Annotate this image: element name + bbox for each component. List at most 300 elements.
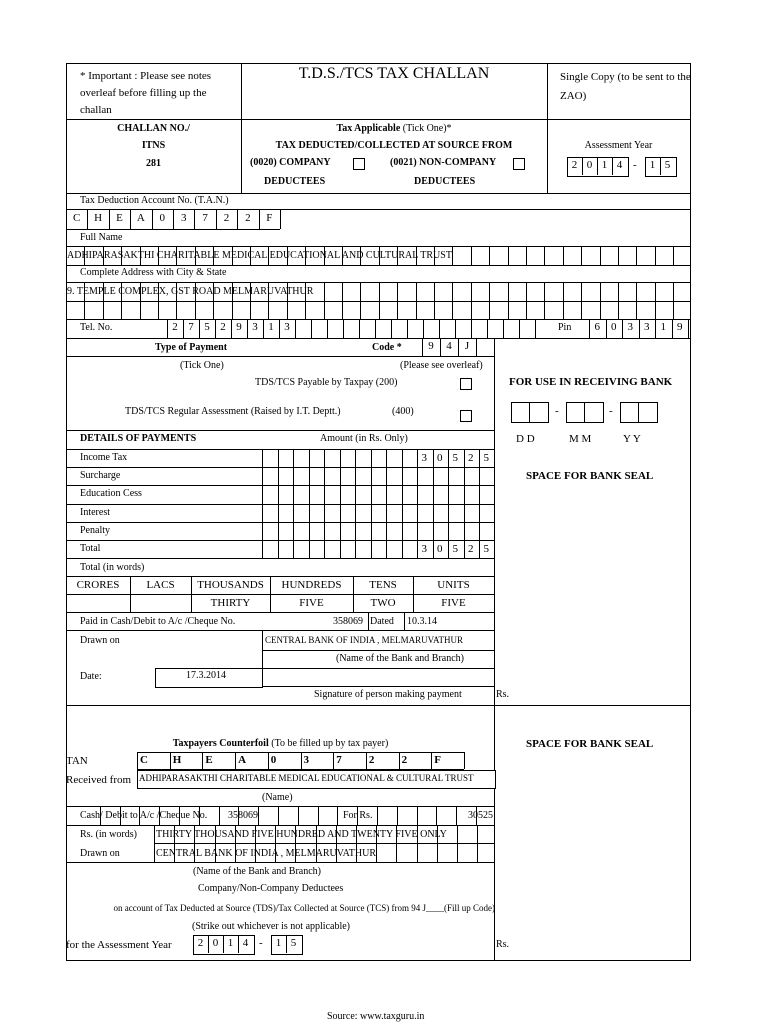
amount-label: Amount (in Rs. Only) <box>320 433 408 444</box>
grid-line <box>262 467 263 485</box>
grid-line <box>66 449 495 450</box>
grid-line <box>489 246 490 265</box>
payment-digit: 3 <box>421 543 427 555</box>
grid-line <box>324 504 325 522</box>
source-footer: Source: www.taxguru.in <box>327 1011 425 1022</box>
code-char-1: 4 <box>446 340 452 352</box>
grid-line <box>293 540 294 558</box>
grid-line <box>563 282 564 301</box>
counterfoil-title-bold: Taxpayers Counterfoil <box>172 738 269 749</box>
grid-line <box>618 282 619 301</box>
grid-line <box>340 522 341 540</box>
payment-digit: 2 <box>468 543 474 555</box>
ay-digit-2: 1 <box>601 159 608 171</box>
grid-line <box>213 301 214 319</box>
payment-digit: 5 <box>483 452 489 464</box>
words-header: UNITS <box>437 579 470 591</box>
grid-line <box>464 522 465 540</box>
cf-drawn-value: CENTRAL BANK OF INDIA , MELMARUVATHUR <box>156 848 377 859</box>
grid-line <box>448 467 449 485</box>
grid-line <box>471 319 472 338</box>
grid-line <box>452 282 453 301</box>
grid-line <box>402 485 403 503</box>
grid-line <box>262 540 263 558</box>
grid-line <box>636 282 637 301</box>
grid-line <box>391 319 392 338</box>
grid-line <box>386 467 387 485</box>
grid-line <box>318 806 319 825</box>
grid-line <box>371 467 372 485</box>
tan-char-8: 2 <box>245 212 251 224</box>
cf-ay-digit-3: 4 <box>242 937 249 949</box>
cf-amount: 30525 <box>468 810 493 821</box>
drawn-on-value: CENTRAL BANK OF INDIA , MELMARUVATHUR <box>265 635 464 645</box>
grid-line <box>278 540 279 558</box>
grid-line <box>464 467 465 485</box>
grid-line <box>434 301 435 319</box>
tel-digit-4: 9 <box>236 321 242 333</box>
grid-line <box>433 467 434 485</box>
grid-line <box>340 467 341 485</box>
grid-line <box>278 522 279 540</box>
grid-line <box>278 449 279 467</box>
grid-line <box>301 752 302 769</box>
grid-line <box>655 246 656 265</box>
pin-digit-0: 6 <box>594 321 600 333</box>
grid-line <box>179 806 180 825</box>
payment-row-label: Surcharge <box>80 470 121 482</box>
total-words-label: Total (in words) <box>80 562 145 573</box>
grid-line <box>219 806 220 825</box>
grid-line <box>399 752 400 769</box>
full-name-value: ADHIPARASAKTHI CHARITABLE MEDICAL EDUCATIONAL AND CULTURAL TRUST <box>67 250 452 261</box>
cf-ay2-digit-1: 5 <box>290 937 297 949</box>
grid-line <box>309 449 310 467</box>
grid-line <box>479 467 480 485</box>
grid-line <box>508 301 509 319</box>
tan-label: Tax Deduction Account No. (T.A.N.) <box>80 195 229 206</box>
grid-line <box>673 246 674 265</box>
receiving-bank-title: FOR USE IN RECEIVING BANK <box>509 376 673 388</box>
tan-char-0: C <box>73 212 81 224</box>
grid-line <box>386 504 387 522</box>
cf-cheque-number: 358069 <box>228 810 258 821</box>
full-name-label: Full Name <box>80 232 123 243</box>
non-company-option-label: (0021) NON-COMPANY <box>390 157 497 168</box>
grid-line <box>360 282 361 301</box>
received-from-value: ADHIPARASAKTHI CHARITABLE MEDICAL EDUCATIONAL & CULTURAL TRUST <box>139 773 474 783</box>
grid-line <box>262 449 263 467</box>
cf-ay-separator: - <box>259 937 263 949</box>
received-from-label: Received from <box>66 774 132 786</box>
tel-digit-2: 5 <box>204 321 210 333</box>
grid-line <box>452 246 453 265</box>
cheque-number: 358069 <box>333 616 363 627</box>
grid-line <box>342 282 343 301</box>
for-rs-label: For Rs. <box>343 810 373 821</box>
grid-line <box>479 504 480 522</box>
copy-note: Single Copy (to be sent to the ZAO) <box>560 71 691 102</box>
grid-line <box>436 806 437 825</box>
grid-line <box>402 522 403 540</box>
tan-char-9: F <box>266 212 273 224</box>
grid-line <box>600 246 601 265</box>
grid-line <box>355 485 356 503</box>
cf-words-value: THIRTY THOUSAND FIVE HUNDRED AND TWENTY FIVE ONLY <box>156 829 447 840</box>
grid-line <box>120 806 121 825</box>
grid-line <box>293 485 294 503</box>
grid-line <box>311 319 312 338</box>
grid-line <box>355 504 356 522</box>
grid-line <box>397 806 398 825</box>
grid-line <box>154 843 155 862</box>
grid-line <box>371 449 372 467</box>
payment-digit: 3 <box>421 452 427 464</box>
grid-line <box>487 319 488 338</box>
cf-tan-char: 2 <box>368 754 375 766</box>
company-checkbox[interactable] <box>353 158 365 170</box>
grid-line <box>324 282 325 301</box>
bank-seal-label: SPACE FOR BANK SEAL <box>526 470 654 482</box>
grid-line <box>544 282 545 301</box>
tax-applicable-rest: (Tick One)* <box>400 123 452 134</box>
grid-line <box>366 752 367 769</box>
grid-line <box>379 282 380 301</box>
counterfoil-title-rest: (To be filled up by tax payer) <box>268 738 389 749</box>
grid-line <box>342 301 343 319</box>
bank-branch-label: (Name of the Bank and Branch) <box>336 653 465 664</box>
grid-line <box>324 301 325 319</box>
ay2-digit-0: 1 <box>649 159 656 171</box>
grid-line <box>489 301 490 319</box>
grid-line <box>66 540 495 541</box>
company-option-label: (0020) COMPANY <box>250 157 331 168</box>
grid-line <box>238 806 239 825</box>
tan-char-1: H <box>94 212 103 224</box>
words-value: FIVE <box>441 597 466 609</box>
tax-applicable-bold: Tax Applicable <box>336 123 401 134</box>
grid-line <box>293 467 294 485</box>
payment-digit: 5 <box>452 452 458 464</box>
payment-row-label: Interest <box>80 506 110 518</box>
pin-digit-5: 9 <box>677 321 683 333</box>
grid-line <box>324 449 325 467</box>
challan-number: 281 <box>146 158 161 169</box>
grid-line <box>479 485 480 503</box>
cf-ay-digit-2: 1 <box>227 937 234 949</box>
grid-line <box>195 301 196 319</box>
cf-rs-label: Rs. <box>496 939 510 950</box>
grid-line <box>258 806 259 825</box>
grid-line <box>544 301 545 319</box>
cf-ay-digit-1: 0 <box>212 937 219 949</box>
grid-line <box>477 825 478 843</box>
grid-line <box>434 282 435 301</box>
grid-line <box>84 301 85 319</box>
tax-deducted-line: TAX DEDUCTED/COLLECTED AT SOURCE FROM <box>275 140 513 151</box>
grid-line <box>417 467 418 485</box>
grid-line <box>298 806 299 825</box>
grid-line <box>355 540 356 558</box>
grid-line <box>343 319 344 338</box>
grid-line <box>324 540 325 558</box>
grid-line <box>140 301 141 319</box>
grid-line <box>526 301 527 319</box>
tel-digit-7: 3 <box>284 321 290 333</box>
payable-checkbox[interactable] <box>460 378 472 390</box>
grid-line <box>471 246 472 265</box>
tel-digit-0: 2 <box>172 321 178 333</box>
see-overleaf-label: (Please see overleaf) <box>400 360 483 371</box>
regular-assessment-code: (400) <box>392 406 414 417</box>
tan-char-4: 0 <box>159 212 166 224</box>
company-deductees-label: DEDUCTEES <box>264 176 326 187</box>
grid-line <box>154 825 155 843</box>
grid-line <box>100 806 101 825</box>
pin-digit-3: 3 <box>644 321 650 333</box>
grid-line <box>287 301 288 319</box>
grid-line <box>340 504 341 522</box>
grid-line <box>416 282 417 301</box>
cf-tan-char: A <box>238 754 247 766</box>
grid-line <box>333 752 334 769</box>
words-value: TWO <box>370 597 396 609</box>
cf-deductees: Company/Non-Company Deductees <box>198 883 344 894</box>
grid-line <box>324 485 325 503</box>
payment-type-label: Type of Payment <box>155 342 228 353</box>
grid-line <box>170 752 171 769</box>
grid-line <box>397 301 398 319</box>
grid-line <box>66 504 495 505</box>
tel-label: Tel. No. <box>80 322 113 333</box>
grid-line <box>402 504 403 522</box>
grid-line <box>503 319 504 338</box>
important-note: * Important : Please see notes overleaf before filling up the challan <box>80 70 212 116</box>
regular-assessment-label: TDS/TCS Regular Assessment (Raised by I.T. Deptt.) <box>125 406 341 417</box>
grid-line <box>262 504 263 522</box>
grid-line <box>371 504 372 522</box>
receipt-year-box[interactable] <box>620 402 658 423</box>
grid-line <box>655 282 656 301</box>
assessment-year-label: Assessment Year <box>584 140 653 151</box>
grid-line <box>340 540 341 558</box>
grid-line <box>66 522 495 523</box>
words-header: LACS <box>146 579 175 591</box>
grid-line <box>402 540 403 558</box>
grid-line <box>581 301 582 319</box>
grid-line <box>526 282 527 301</box>
challan-title: T.D.S./TCS TAX CHALLAN <box>298 65 490 82</box>
ay-digit-0: 2 <box>571 159 578 171</box>
grid-line <box>433 504 434 522</box>
grid-line <box>309 504 310 522</box>
grid-line <box>477 843 478 862</box>
grid-line <box>618 246 619 265</box>
grid-line <box>563 301 564 319</box>
grid-line <box>340 485 341 503</box>
grid-line <box>600 282 601 301</box>
grid-line <box>278 467 279 485</box>
grid-line <box>636 246 637 265</box>
grid-line <box>476 338 477 356</box>
grid-line <box>386 449 387 467</box>
receipt-month-box[interactable] <box>566 402 604 423</box>
grid-line <box>464 752 465 769</box>
date-separator-2: - <box>609 405 613 417</box>
grid-line <box>199 806 200 825</box>
grid-line <box>103 301 104 319</box>
words-value: FIVE <box>299 597 324 609</box>
counterfoil-tan-label: TAN <box>66 755 88 767</box>
grid-line <box>535 319 536 338</box>
grid-line <box>402 449 403 467</box>
grid-line <box>479 522 480 540</box>
tel-digit-5: 3 <box>252 321 258 333</box>
grid-line <box>158 301 159 319</box>
grid-line <box>309 522 310 540</box>
grid-line <box>673 282 674 301</box>
cf-ay-digit-0: 2 <box>197 937 204 949</box>
grid-line <box>508 246 509 265</box>
grid-line <box>355 449 356 467</box>
grid-line <box>376 843 377 862</box>
grid-line <box>600 301 601 319</box>
address-label: Complete Address with City & State <box>80 267 227 278</box>
grid-line <box>457 843 458 862</box>
words-value: THIRTY <box>210 597 251 609</box>
grid-line <box>464 504 465 522</box>
grid-line <box>355 467 356 485</box>
date-value: 17.3.2014 <box>186 670 226 681</box>
grid-line <box>386 540 387 558</box>
grid-line <box>371 485 372 503</box>
rs-label: Rs. <box>496 689 510 700</box>
tax-applicable-label <box>241 124 547 134</box>
grid-line <box>636 301 637 319</box>
code-label: Code * <box>372 342 402 353</box>
cf-ay-label: for the Assessment Year <box>66 939 172 951</box>
non-company-checkbox[interactable] <box>513 158 525 170</box>
name-label: (Name) <box>262 792 293 803</box>
payment-row-label: Income Tax <box>80 452 128 463</box>
non-company-deductees-label: DEDUCTEES <box>414 176 476 187</box>
words-header: CRORES <box>76 579 120 591</box>
itns-label: ITNS <box>141 140 166 151</box>
grid-line <box>673 301 674 319</box>
grid-line <box>375 319 376 338</box>
grid-line <box>176 301 177 319</box>
grid-line <box>293 504 294 522</box>
grid-line <box>305 301 306 319</box>
words-header: HUNDREDS <box>281 579 342 591</box>
grid-line <box>437 843 438 862</box>
grid-line <box>417 806 418 825</box>
code-char-0: 9 <box>428 340 434 352</box>
grid-line <box>455 319 456 338</box>
grid-line <box>293 522 294 540</box>
grid-line <box>250 301 251 319</box>
grid-line <box>66 467 495 468</box>
cf-account-line: on account of Tax Deducted at Source (TDS)/Tax Collected at Source (TCS) from 94 J____(Fill up Code) <box>113 904 495 913</box>
regular-assessment-checkbox[interactable] <box>460 410 472 422</box>
cheque-label: Paid in Cash/Debit to A/c /Cheque No. <box>80 616 236 627</box>
cf-words-label: Rs. (in words) <box>80 829 137 840</box>
date-separator-1: - <box>555 405 559 417</box>
cf-tan-char: 7 <box>336 754 342 766</box>
grid-line <box>417 522 418 540</box>
drawn-on-label: Drawn on <box>80 635 120 646</box>
grid-line <box>371 522 372 540</box>
grid-line <box>268 301 269 319</box>
cf-tan-char: 3 <box>303 754 309 766</box>
grid-line <box>457 825 458 843</box>
date-label: Date: <box>80 671 102 682</box>
grid-line <box>360 301 361 319</box>
grid-line <box>452 301 453 319</box>
grid-line <box>66 558 495 559</box>
grid-line <box>295 319 296 338</box>
grid-line <box>262 522 263 540</box>
mm-label: M M <box>569 433 592 445</box>
grid-line <box>519 319 520 338</box>
ay-digit-3: 4 <box>616 159 623 171</box>
dd-label: D D <box>516 433 535 445</box>
grid-line <box>433 485 434 503</box>
pin-digit-2: 3 <box>627 321 633 333</box>
details-title: DETAILS OF PAYMENTS <box>80 433 197 444</box>
payment-row-label: Penalty <box>80 524 110 536</box>
grid-line <box>655 301 656 319</box>
payment-digit: 2 <box>468 452 474 464</box>
words-header: TENS <box>369 579 397 591</box>
grid-line <box>337 806 338 825</box>
cf-tan-char: 0 <box>270 754 277 766</box>
grid-line <box>456 806 457 825</box>
pin-label: Pin <box>558 322 572 333</box>
grid-line <box>268 752 269 769</box>
grid-line <box>396 843 397 862</box>
tick-one-label: (Tick One) <box>180 360 224 371</box>
tel-digit-1: 7 <box>188 321 194 333</box>
words-header: THOUSANDS <box>197 579 264 591</box>
grid-line <box>278 504 279 522</box>
payable-option-label: TDS/TCS Payable by Taxpay (200) <box>255 377 398 388</box>
receipt-day-box[interactable] <box>511 402 549 423</box>
counterfoil-title <box>66 739 495 749</box>
grid-line <box>423 319 424 338</box>
grid-line <box>324 467 325 485</box>
tel-digit-3: 2 <box>220 321 226 333</box>
code-char-2: J <box>464 340 470 352</box>
cf-tan-char: H <box>172 754 182 766</box>
grid-line <box>309 485 310 503</box>
grid-line <box>471 282 472 301</box>
tan-char-6: 7 <box>202 212 208 224</box>
grid-line <box>402 467 403 485</box>
grid-line <box>448 522 449 540</box>
grid-line <box>476 806 477 825</box>
cf-cheque-label: Cash/ Debit to A/c /Cheque No. <box>80 810 208 821</box>
grid-line <box>688 319 689 338</box>
grid-line <box>379 301 380 319</box>
grid-line <box>137 752 138 769</box>
payment-row-label: Total <box>80 543 101 554</box>
dated-label: Dated <box>370 616 394 627</box>
ay-digit-1: 0 <box>586 159 593 171</box>
tan-char-2: E <box>116 212 123 224</box>
dated-value: 10.3.14 <box>407 616 437 627</box>
payment-digit: 0 <box>437 452 443 464</box>
